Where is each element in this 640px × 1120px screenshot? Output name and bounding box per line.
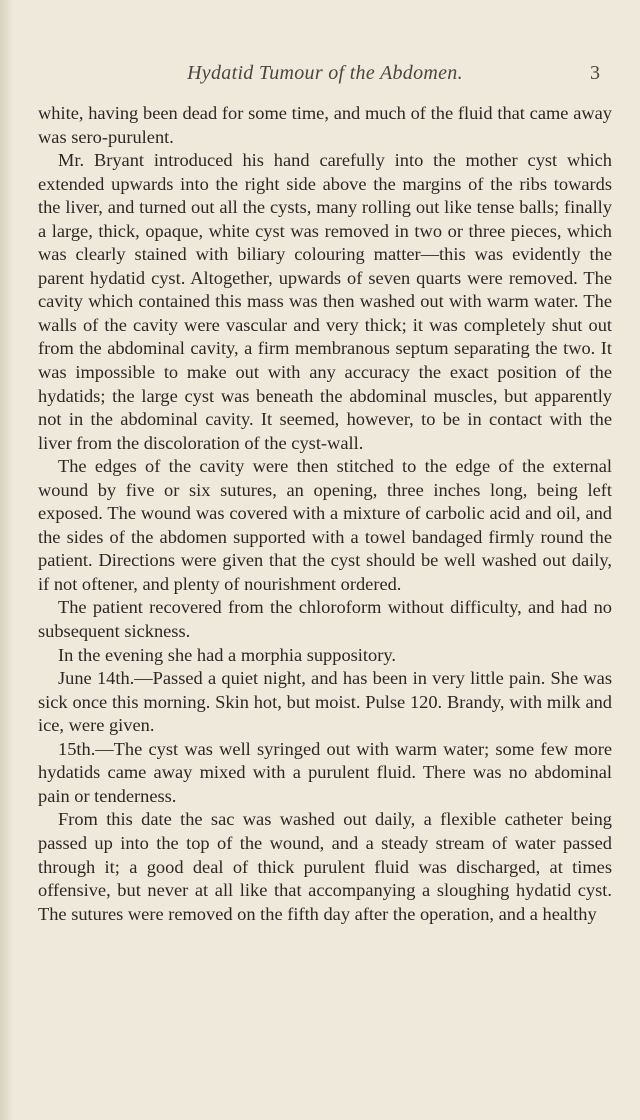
page-number: 3 <box>590 62 600 84</box>
paragraph-june-14: June 14th.—Passed a quiet night, and has been in very little pain. She was sick once this morning. Skin hot, but moist. Pulse 120. Brandy, with milk and ice, were given. <box>38 668 612 736</box>
paragraph-operation: Mr. Bryant introduced his hand carefully into the mother cyst which extended upwards into the right side above the margins of the ribs towards the liver, and turned out all the cysts, many rolling out like tense balls; finally a large, thick, opaque, white cyst was removed in two or three pieces, which was clearly stained with biliary colouring matter—this was evidently the parent hydatid cyst. Altogether, upwards of seven quarts were removed. The cavity which contained this mass was then washed out with warm water. The walls of the cavity were vascular and very thick; it was completely shut out from the abdominal cavity, a firm membranous septum separating the two. It was impossible to make out with any accuracy the exact position of the hydatids; the large cyst was beneath the abdominal muscles, but apparently not in the abdominal cavity. It seemed, however, to be in contact with the liver from the discoloration of the cyst-wall. <box>38 150 612 453</box>
running-title: Hydatid Tumour of the Abdomen. <box>187 62 463 84</box>
page-header <box>40 62 610 92</box>
paragraph-15th: 15th.—The cyst was well syringed out with warm water; some few more hydatids came away mixed with a purulent fluid. There was no abdominal pain or tenderness. <box>38 738 612 806</box>
paragraph-daily-washing: From this date the sac was washed out daily, a flexible catheter being passed up into the top of the wound, and a steady stream of water passed through it; a good deal of thick purulent fluid was discharged, at times offensive, but never at all like that accompanying a sloughing hydatid cyst. The sutures were removed on the fifth day after the operation, and a healthy <box>38 809 612 924</box>
paragraph-recovery: The patient recovered from the chloroform without difficulty, and had no subsequent sickness. <box>38 597 612 642</box>
paragraph-evening: In the evening she had a morphia suppository. <box>58 644 396 665</box>
page-edge <box>0 0 14 1120</box>
paragraph-continuation: white, having been dead for some time, and much of the fluid that came away was sero-purulent. <box>38 103 612 147</box>
body-text <box>38 102 612 926</box>
paragraph-suturing: The edges of the cavity were then stitched to the edge of the external wound by five or six sutures, an opening, three inches long, being left exposed. The wound was covered with a mixture of carbolic acid and oil, and the sides of the abdomen supported with a towel bandaged firmly round the patient. Directions were given that the cyst should be well washed out daily, if not oftener, and plenty of nourishment ordered. <box>38 456 612 594</box>
